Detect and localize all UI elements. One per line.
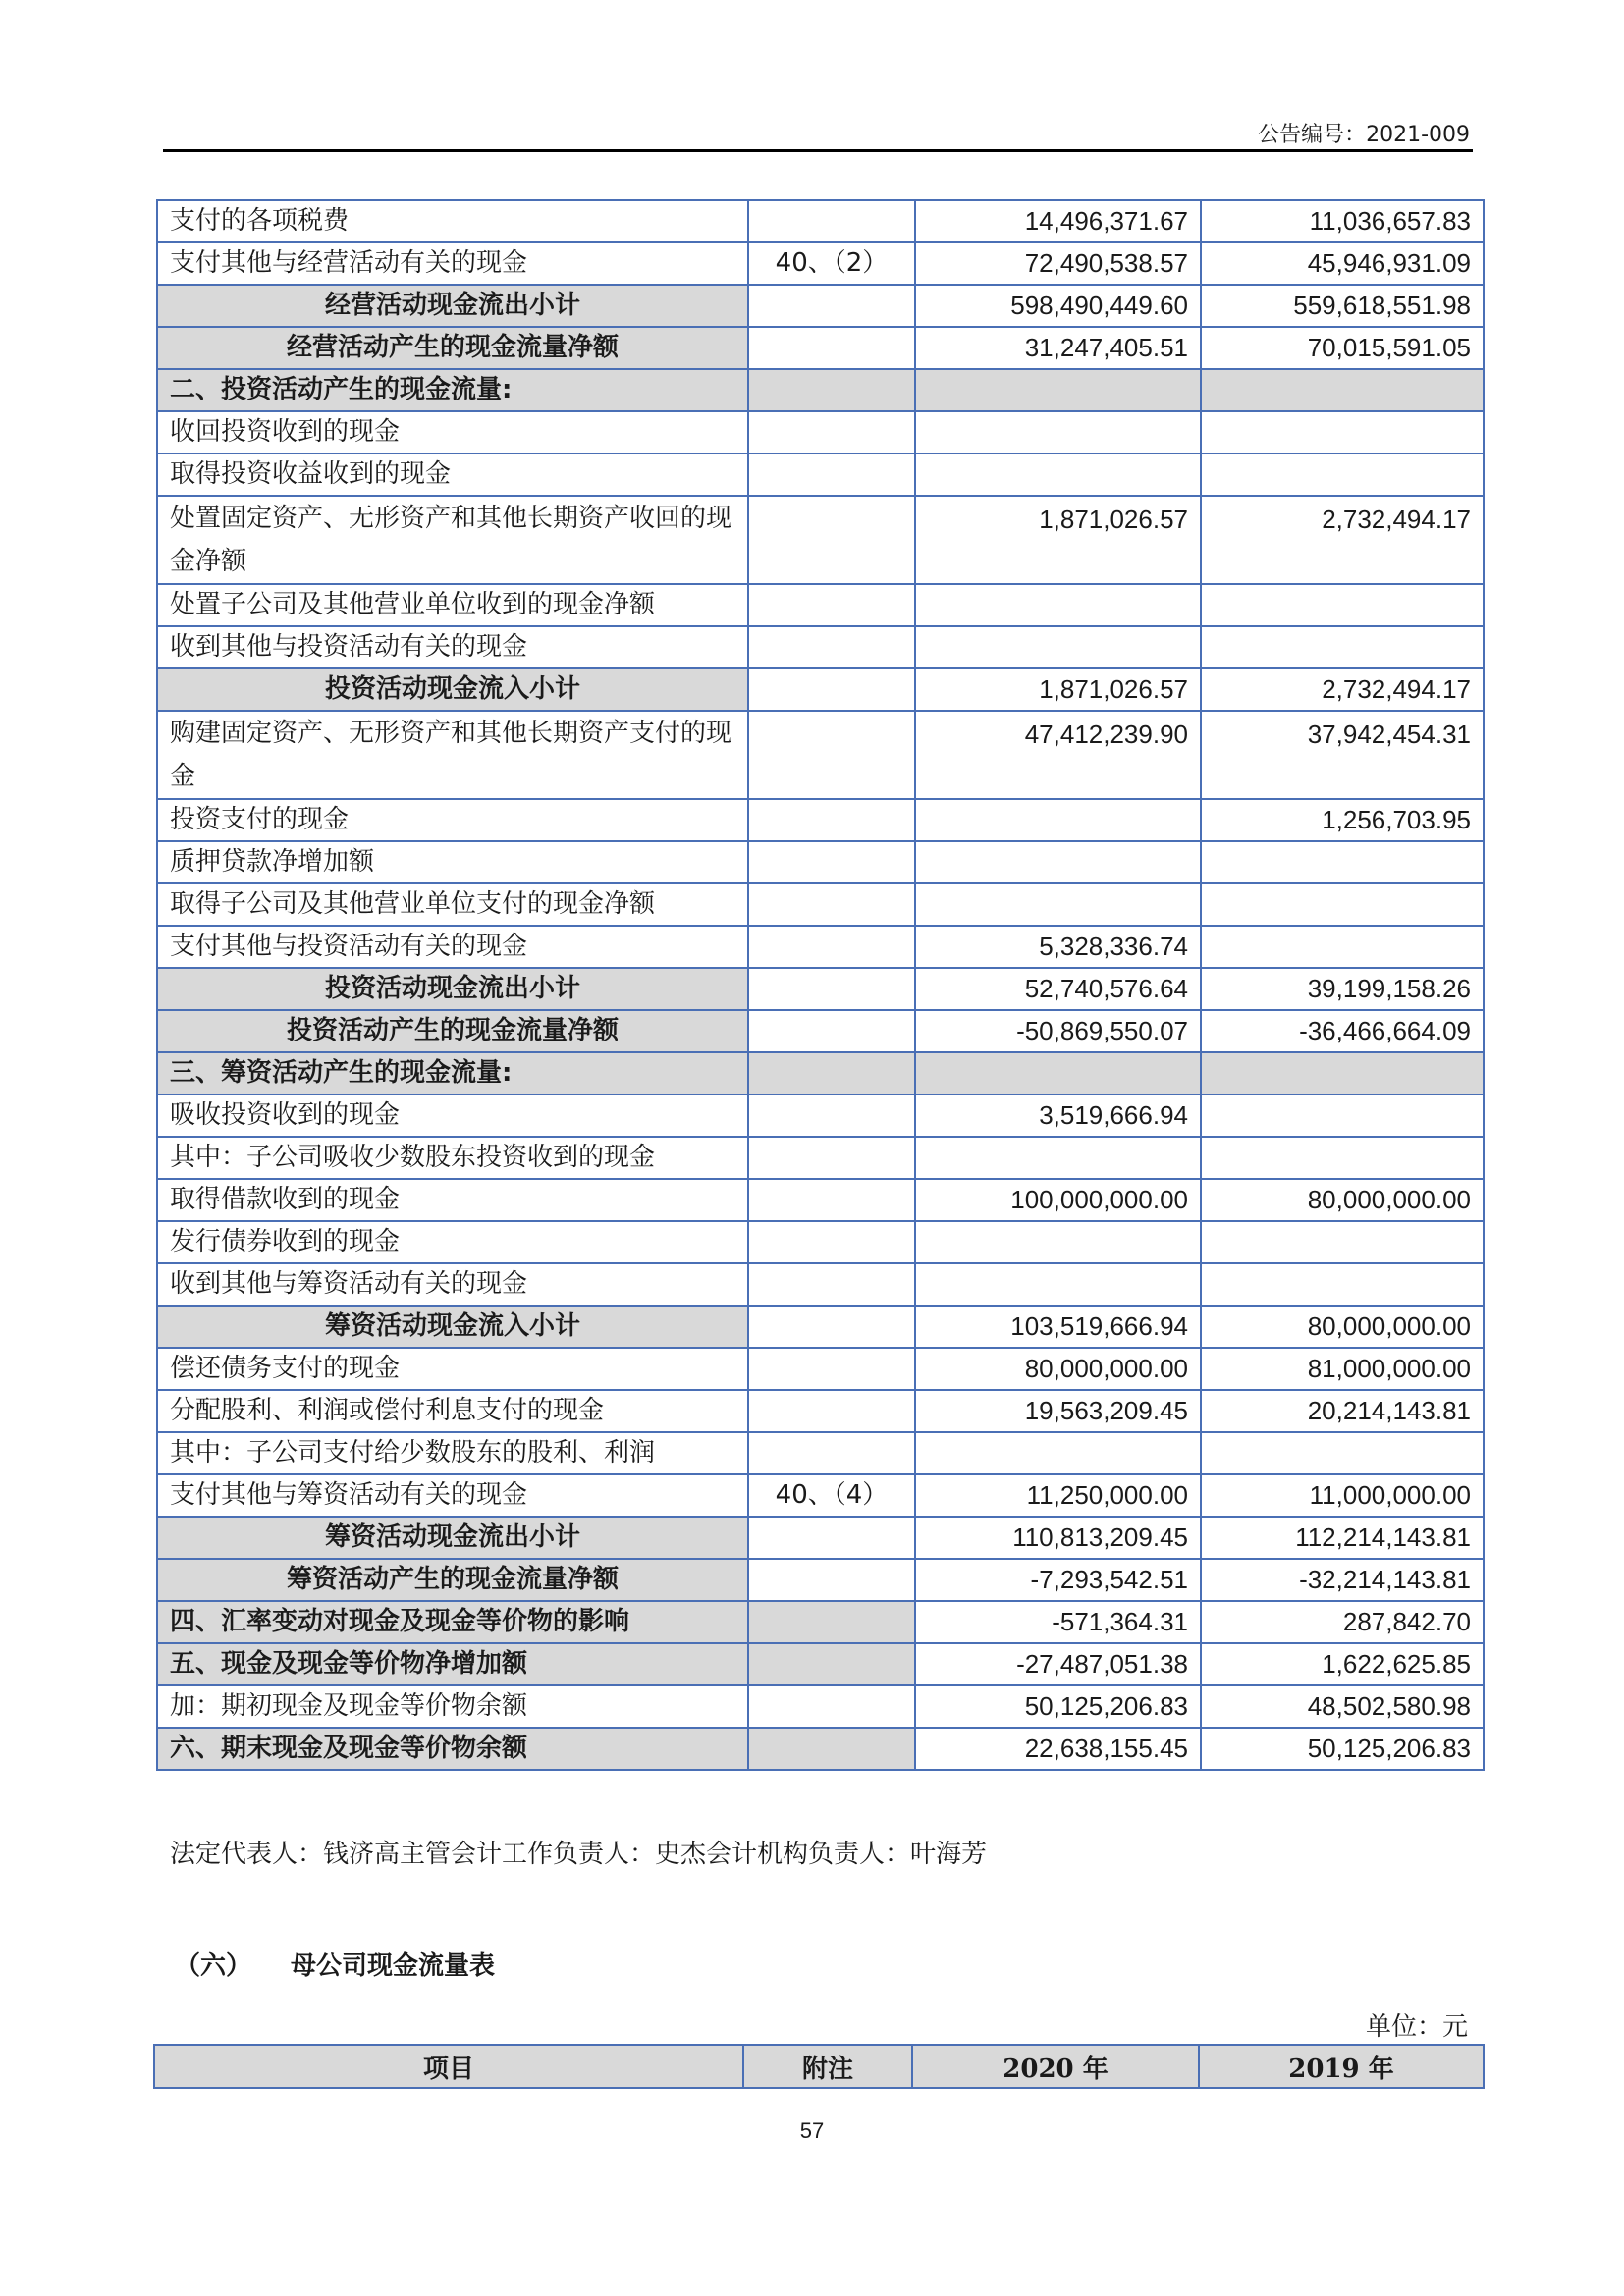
row-label: 投资活动现金流出小计 xyxy=(157,968,748,1010)
row-value-2019: 1,622,625.85 xyxy=(1201,1643,1484,1685)
row-value-2020 xyxy=(915,799,1201,841)
row-label: 处置固定资产、无形资产和其他长期资产收回的现金净额 xyxy=(157,496,748,584)
row-value-2019: 70,015,591.05 xyxy=(1201,327,1484,369)
row-value-2019 xyxy=(1201,1095,1484,1137)
table-row xyxy=(157,411,1484,454)
row-value-2019 xyxy=(1201,369,1484,411)
row-note xyxy=(748,1348,915,1390)
table-row xyxy=(157,496,1484,584)
header-2020: 2020 年 xyxy=(912,2045,1199,2088)
table-row xyxy=(157,1474,1484,1517)
row-value-2020 xyxy=(915,1263,1201,1306)
row-note xyxy=(748,1052,915,1095)
table-row xyxy=(157,1643,1484,1685)
row-note xyxy=(748,584,915,626)
row-label: 收回投资收到的现金 xyxy=(157,411,748,454)
row-value-2019: 11,000,000.00 xyxy=(1201,1474,1484,1517)
table-row xyxy=(157,1432,1484,1474)
row-note xyxy=(748,1390,915,1432)
row-value-2019: -36,466,664.09 xyxy=(1201,1010,1484,1052)
row-note xyxy=(748,411,915,454)
row-value-2020: -27,487,051.38 xyxy=(915,1643,1201,1685)
row-note xyxy=(748,1685,915,1728)
row-label: 支付其他与经营活动有关的现金 xyxy=(157,242,748,285)
row-value-2019 xyxy=(1201,1432,1484,1474)
row-label: 六、期末现金及现金等价物余额 xyxy=(157,1728,748,1770)
row-value-2020: -7,293,542.51 xyxy=(915,1559,1201,1601)
row-value-2019 xyxy=(1201,926,1484,968)
table-row xyxy=(157,242,1484,285)
row-value-2020: 52,740,576.64 xyxy=(915,968,1201,1010)
row-value-2020: 14,496,371.67 xyxy=(915,200,1201,242)
row-note xyxy=(748,454,915,496)
row-label: 经营活动产生的现金流量净额 xyxy=(157,327,748,369)
row-value-2020: 598,490,449.60 xyxy=(915,285,1201,327)
cash-flow-table xyxy=(156,199,1485,1771)
row-note xyxy=(748,369,915,411)
row-label: 筹资活动现金流入小计 xyxy=(157,1306,748,1348)
table-row xyxy=(157,1559,1484,1601)
row-value-2020 xyxy=(915,369,1201,411)
header-2019: 2019 年 xyxy=(1199,2045,1484,2088)
row-value-2020: 19,563,209.45 xyxy=(915,1390,1201,1432)
row-value-2020: -50,869,550.07 xyxy=(915,1010,1201,1052)
row-value-2019: 2,732,494.17 xyxy=(1201,668,1484,711)
table-row xyxy=(157,200,1484,242)
row-value-2020 xyxy=(915,584,1201,626)
row-value-2019 xyxy=(1201,841,1484,883)
row-note xyxy=(748,668,915,711)
row-label: 收到其他与筹资活动有关的现金 xyxy=(157,1263,748,1306)
signatory-footnote: 法定代表人：钱济高主管会计工作负责人：史杰会计机构负责人：叶海芳 xyxy=(170,1840,988,1869)
row-value-2019 xyxy=(1201,1263,1484,1306)
row-note xyxy=(748,968,915,1010)
row-value-2019 xyxy=(1201,1052,1484,1095)
row-label: 三、筹资活动产生的现金流量: xyxy=(157,1052,748,1095)
row-value-2020: 22,638,155.45 xyxy=(915,1728,1201,1770)
row-note xyxy=(748,1601,915,1643)
row-note: 40、（4） xyxy=(748,1474,915,1517)
row-label: 经营活动现金流出小计 xyxy=(157,285,748,327)
table-row xyxy=(157,1348,1484,1390)
row-value-2019: 45,946,931.09 xyxy=(1201,242,1484,285)
row-label: 购建固定资产、无形资产和其他长期资产支付的现金 xyxy=(157,711,748,799)
table-row xyxy=(157,327,1484,369)
header-note: 附注 xyxy=(743,2045,912,2088)
row-note xyxy=(748,841,915,883)
row-value-2020: 5,328,336.74 xyxy=(915,926,1201,968)
table-row xyxy=(157,1179,1484,1221)
table-row xyxy=(157,711,1484,799)
table-row xyxy=(157,1095,1484,1137)
header-rule xyxy=(163,149,1473,152)
row-value-2020 xyxy=(915,1052,1201,1095)
row-note xyxy=(748,1728,915,1770)
row-note xyxy=(748,285,915,327)
announcement-number: 公告编号：2021-009 xyxy=(1258,123,1470,147)
row-note xyxy=(748,327,915,369)
row-value-2020 xyxy=(915,1432,1201,1474)
table-row xyxy=(157,1685,1484,1728)
row-note xyxy=(748,1306,915,1348)
row-value-2019: 39,199,158.26 xyxy=(1201,968,1484,1010)
row-label: 四、汇率变动对现金及现金等价物的影响 xyxy=(157,1601,748,1643)
row-value-2019: 80,000,000.00 xyxy=(1201,1306,1484,1348)
row-value-2019: 50,125,206.83 xyxy=(1201,1728,1484,1770)
row-label: 投资活动产生的现金流量净额 xyxy=(157,1010,748,1052)
row-value-2019 xyxy=(1201,883,1484,926)
row-label: 偿还债务支付的现金 xyxy=(157,1348,748,1390)
table-row xyxy=(157,799,1484,841)
row-label: 支付的各项税费 xyxy=(157,200,748,242)
row-value-2020: 50,125,206.83 xyxy=(915,1685,1201,1728)
row-value-2020: 47,412,239.90 xyxy=(915,711,1201,799)
row-label: 其中：子公司吸收少数股东投资收到的现金 xyxy=(157,1137,748,1179)
row-value-2020: 31,247,405.51 xyxy=(915,327,1201,369)
row-value-2019: 11,036,657.83 xyxy=(1201,200,1484,242)
row-note: 40、（2） xyxy=(748,242,915,285)
row-note xyxy=(748,1643,915,1685)
row-value-2019 xyxy=(1201,584,1484,626)
row-value-2019: 112,214,143.81 xyxy=(1201,1517,1484,1559)
row-label: 质押贷款净增加额 xyxy=(157,841,748,883)
table-row xyxy=(157,285,1484,327)
table-row xyxy=(157,1601,1484,1643)
table-row xyxy=(157,1221,1484,1263)
parent-cash-flow-header-table xyxy=(153,2044,1485,2089)
unit-label: 单位：元 xyxy=(1365,2012,1468,2042)
table-row xyxy=(157,1263,1484,1306)
table-row xyxy=(157,1010,1484,1052)
row-note xyxy=(748,1263,915,1306)
row-label: 投资支付的现金 xyxy=(157,799,748,841)
row-label: 二、投资活动产生的现金流量: xyxy=(157,369,748,411)
row-note xyxy=(748,1432,915,1474)
row-value-2019 xyxy=(1201,454,1484,496)
row-label: 筹资活动现金流出小计 xyxy=(157,1517,748,1559)
row-note xyxy=(748,711,915,799)
row-note xyxy=(748,926,915,968)
row-value-2019: 37,942,454.31 xyxy=(1201,711,1484,799)
row-value-2020 xyxy=(915,1137,1201,1179)
row-note xyxy=(748,1221,915,1263)
row-value-2019: 48,502,580.98 xyxy=(1201,1685,1484,1728)
table-row xyxy=(157,1052,1484,1095)
row-value-2020: 80,000,000.00 xyxy=(915,1348,1201,1390)
row-label: 支付其他与筹资活动有关的现金 xyxy=(157,1474,748,1517)
row-value-2019: 20,214,143.81 xyxy=(1201,1390,1484,1432)
table-row xyxy=(157,1306,1484,1348)
row-label: 取得借款收到的现金 xyxy=(157,1179,748,1221)
row-value-2019 xyxy=(1201,411,1484,454)
row-label: 五、现金及现金等价物净增加额 xyxy=(157,1643,748,1685)
row-value-2020: 103,519,666.94 xyxy=(915,1306,1201,1348)
row-label: 加：期初现金及现金等价物余额 xyxy=(157,1685,748,1728)
row-value-2019: 2,732,494.17 xyxy=(1201,496,1484,584)
row-value-2020 xyxy=(915,626,1201,668)
row-label: 支付其他与投资活动有关的现金 xyxy=(157,926,748,968)
row-value-2019 xyxy=(1201,1221,1484,1263)
row-note xyxy=(748,200,915,242)
table-row xyxy=(157,584,1484,626)
row-value-2020 xyxy=(915,841,1201,883)
row-note xyxy=(748,1010,915,1052)
table-row xyxy=(157,926,1484,968)
row-value-2020: 11,250,000.00 xyxy=(915,1474,1201,1517)
row-note xyxy=(748,883,915,926)
row-value-2020: 100,000,000.00 xyxy=(915,1179,1201,1221)
row-label: 处置子公司及其他营业单位收到的现金净额 xyxy=(157,584,748,626)
table-row xyxy=(157,454,1484,496)
row-value-2020: 1,871,026.57 xyxy=(915,668,1201,711)
section-title xyxy=(175,1946,495,1982)
header-item: 项目 xyxy=(154,2045,743,2088)
table-row xyxy=(157,1728,1484,1770)
row-note xyxy=(748,1179,915,1221)
row-note xyxy=(748,1559,915,1601)
row-label: 其中：子公司支付给少数股东的股利、利润 xyxy=(157,1432,748,1474)
row-note xyxy=(748,1095,915,1137)
row-value-2019: 287,842.70 xyxy=(1201,1601,1484,1643)
row-label: 分配股利、利润或偿付利息支付的现金 xyxy=(157,1390,748,1432)
row-label: 取得投资收益收到的现金 xyxy=(157,454,748,496)
row-value-2020 xyxy=(915,411,1201,454)
row-value-2020: 72,490,538.57 xyxy=(915,242,1201,285)
cash-flow-table-body xyxy=(157,200,1484,1770)
table-row xyxy=(157,968,1484,1010)
row-note xyxy=(748,799,915,841)
row-note xyxy=(748,1517,915,1559)
row-value-2020: 3,519,666.94 xyxy=(915,1095,1201,1137)
row-label: 取得子公司及其他营业单位支付的现金净额 xyxy=(157,883,748,926)
row-value-2019: 80,000,000.00 xyxy=(1201,1179,1484,1221)
row-value-2020: -571,364.31 xyxy=(915,1601,1201,1643)
row-value-2020 xyxy=(915,454,1201,496)
row-value-2019 xyxy=(1201,626,1484,668)
row-value-2020: 110,813,209.45 xyxy=(915,1517,1201,1559)
row-label: 吸收投资收到的现金 xyxy=(157,1095,748,1137)
row-value-2019: -32,214,143.81 xyxy=(1201,1559,1484,1601)
row-note xyxy=(748,496,915,584)
table-row xyxy=(157,369,1484,411)
row-note xyxy=(748,626,915,668)
row-value-2020 xyxy=(915,883,1201,926)
section-title-text: 母公司现金流量表 xyxy=(291,1951,496,1981)
table-row xyxy=(157,1137,1484,1179)
row-value-2019: 1,256,703.95 xyxy=(1201,799,1484,841)
row-label: 发行债券收到的现金 xyxy=(157,1221,748,1263)
table-row xyxy=(157,626,1484,668)
row-value-2020 xyxy=(915,1221,1201,1263)
row-value-2019: 81,000,000.00 xyxy=(1201,1348,1484,1390)
table-row xyxy=(157,841,1484,883)
table-row xyxy=(157,1517,1484,1559)
table-row xyxy=(157,668,1484,711)
section-number: （六） xyxy=(175,1951,252,1981)
row-label: 投资活动现金流入小计 xyxy=(157,668,748,711)
row-value-2020: 1,871,026.57 xyxy=(915,496,1201,584)
row-value-2019 xyxy=(1201,1137,1484,1179)
page-number: 57 xyxy=(799,2118,825,2143)
row-label: 收到其他与投资活动有关的现金 xyxy=(157,626,748,668)
table-row xyxy=(157,1390,1484,1432)
row-value-2019: 559,618,551.98 xyxy=(1201,285,1484,327)
row-note xyxy=(748,1137,915,1179)
row-label: 筹资活动产生的现金流量净额 xyxy=(157,1559,748,1601)
header-row xyxy=(154,2045,1484,2088)
table-row xyxy=(157,883,1484,926)
